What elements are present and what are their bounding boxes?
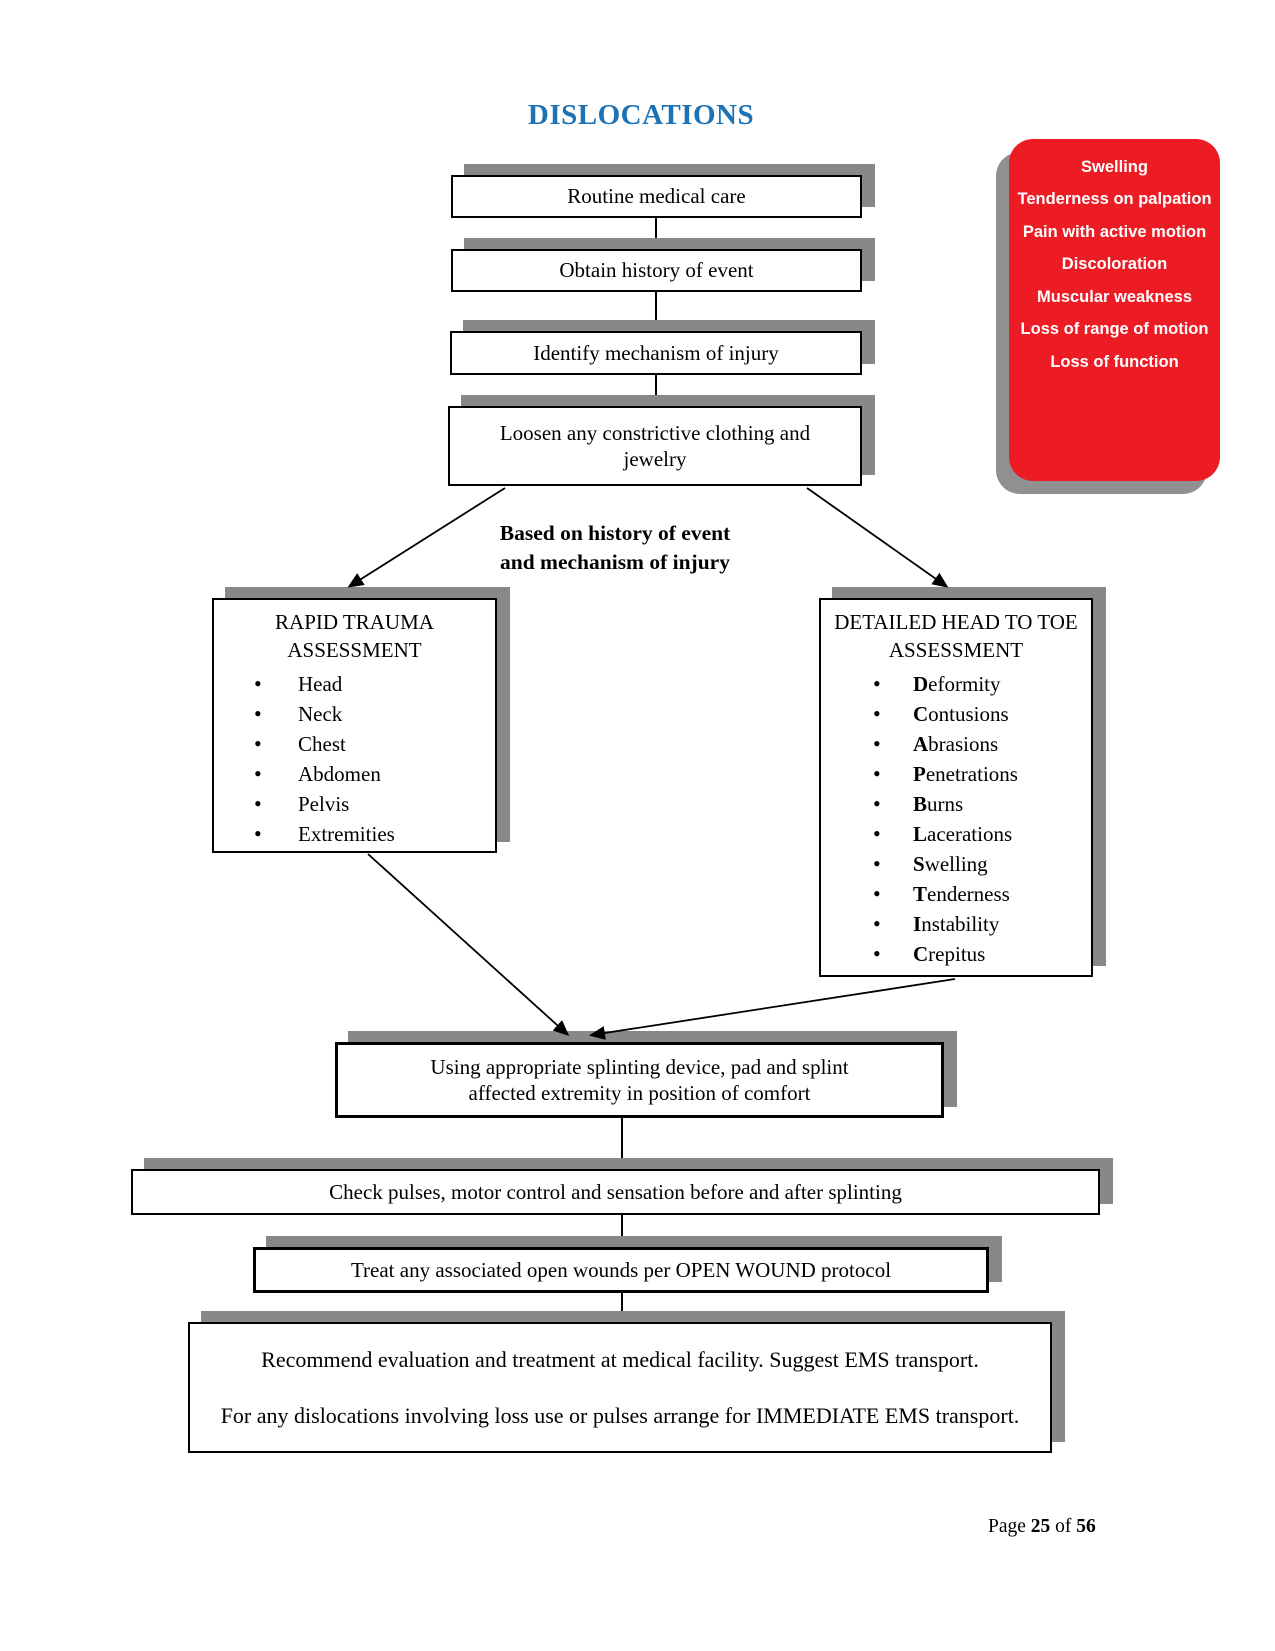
flow-step-identify-mechanism xyxy=(450,331,862,375)
rapid-trauma-assessment-box xyxy=(212,598,497,853)
branch-note-line: Based on history of event xyxy=(499,521,731,545)
flow-step-label: Loosen any constrictive clothing and jewelry xyxy=(499,420,811,471)
sign-item: Pain with active motion xyxy=(1022,222,1207,241)
bullet-icon xyxy=(873,819,913,849)
flow-step-label: Check pulses, motor control and sensation before and after splinting xyxy=(329,1179,902,1204)
flow-step-label: Identify mechanism of injury xyxy=(533,340,779,365)
list-item xyxy=(873,789,1091,819)
head-to-toe-assessment-box xyxy=(819,598,1093,977)
flow-step-loosen-clothing xyxy=(448,406,862,486)
list-item xyxy=(254,669,495,699)
list-item-label xyxy=(913,730,998,759)
sign-item: Muscular weakness xyxy=(1037,287,1192,306)
bullet-icon xyxy=(873,789,913,819)
flow-step-splinting xyxy=(335,1042,944,1118)
list-item xyxy=(873,669,1091,699)
list-item xyxy=(873,939,1091,969)
rapid-trauma-title: RAPID TRAUMA ASSESSMENT xyxy=(275,610,434,662)
bullet-icon xyxy=(873,669,913,699)
flow-step-label: Using appropriate splinting device, pad and splint xyxy=(430,1054,849,1079)
sign-item: Discoloration xyxy=(1061,255,1168,274)
head-to-toe-title: DETAILED HEAD TO TOE ASSESSMENT xyxy=(834,610,1078,662)
flow-step-open-wounds xyxy=(253,1247,989,1293)
flow-step-ems-transport xyxy=(188,1322,1052,1453)
bullet-icon xyxy=(873,759,913,789)
arrow-detailed-to-splint xyxy=(592,979,955,1035)
branch-condition-note xyxy=(440,519,790,577)
list-item xyxy=(873,879,1091,909)
head-to-toe-list xyxy=(821,669,1091,969)
bullet-icon xyxy=(254,729,298,759)
rapid-trauma-list xyxy=(214,669,495,849)
lead-letter: C xyxy=(913,941,929,966)
lead-letter: P xyxy=(913,761,926,786)
list-item xyxy=(873,699,1091,729)
list-item xyxy=(873,759,1091,789)
footer-page-total: 56 xyxy=(1076,1516,1096,1537)
list-item-label: Chest xyxy=(298,731,346,756)
sign-item: Swelling xyxy=(1081,158,1148,176)
footer-label: Page xyxy=(988,1516,1031,1537)
rest-text: eformity xyxy=(928,671,1001,696)
rest-text: nstability xyxy=(921,911,1000,936)
rest-text: enderness xyxy=(927,881,1010,906)
bullet-icon xyxy=(873,909,913,939)
list-item-label: Extremities xyxy=(298,821,395,846)
lead-letter: T xyxy=(913,881,928,906)
list-item xyxy=(873,819,1091,849)
list-item-label xyxy=(913,940,985,969)
bullet-icon xyxy=(873,849,913,879)
transport-paragraph: For any dislocations involving loss use or pulses arrange for IMMEDIATE EMS transport. xyxy=(220,1403,1020,1428)
flow-step-obtain-history xyxy=(451,249,862,292)
list-item xyxy=(254,759,495,789)
page-title: DISLOCATIONS xyxy=(527,99,755,131)
lead-letter: B xyxy=(913,791,928,816)
rest-text: welling xyxy=(924,851,988,876)
list-item-label xyxy=(913,910,999,939)
rest-text: ontusions xyxy=(928,701,1009,726)
bullet-icon xyxy=(873,879,913,909)
list-item-label xyxy=(913,760,1018,789)
rest-text: brasions xyxy=(928,731,999,756)
lead-letter: A xyxy=(913,731,929,756)
bullet-icon xyxy=(873,699,913,729)
page-number xyxy=(988,1516,1096,1538)
list-item-label: Head xyxy=(298,671,343,696)
arrow-rapid-to-splint xyxy=(368,854,567,1034)
flow-step-label: Treat any associated open wounds per OPEN WOUND protocol xyxy=(350,1257,892,1282)
flow-step-label: Routine medical care xyxy=(567,184,746,209)
rest-text: acerations xyxy=(927,821,1013,846)
footer-of: of xyxy=(1050,1516,1077,1537)
list-item-label xyxy=(913,670,1000,699)
rest-text: urns xyxy=(927,791,964,816)
list-item-label xyxy=(913,880,1010,909)
bullet-icon xyxy=(254,759,298,789)
lead-letter: D xyxy=(913,671,929,696)
list-item xyxy=(873,909,1091,939)
list-item-label xyxy=(913,790,963,819)
list-item-label: Pelvis xyxy=(298,791,350,816)
list-item-label: Neck xyxy=(298,701,343,726)
list-item xyxy=(873,729,1091,759)
sign-item: Tenderness on palpation xyxy=(1017,190,1212,209)
rest-text: enetrations xyxy=(925,761,1018,786)
list-item-label xyxy=(913,700,1009,729)
flow-step-check-pulses xyxy=(131,1169,1100,1215)
bullet-icon xyxy=(254,789,298,819)
rest-text: repitus xyxy=(928,941,986,966)
bullet-icon xyxy=(873,939,913,969)
lead-letter: S xyxy=(913,851,925,876)
bullet-icon xyxy=(254,669,298,699)
transport-paragraph: Recommend evaluation and treatment at medical facility. Suggest EMS transport. xyxy=(261,1346,979,1372)
list-item-label xyxy=(913,820,1012,849)
list-item-label xyxy=(913,850,988,879)
branch-note-line: and mechanism of injury xyxy=(500,550,730,575)
footer-page-current: 25 xyxy=(1030,1516,1051,1537)
signs-symptoms-panel xyxy=(1009,139,1220,481)
flow-step-label: Obtain history of event xyxy=(559,258,754,283)
arrow-to-head-to-toe xyxy=(807,488,946,586)
sign-item: Loss of function xyxy=(1050,352,1179,371)
lead-letter: C xyxy=(913,701,929,726)
flow-step-routine-care xyxy=(451,175,862,218)
list-item xyxy=(254,789,495,819)
list-item xyxy=(254,699,495,729)
lead-letter: L xyxy=(913,821,928,846)
sign-item: Loss of range of motion xyxy=(1020,320,1209,339)
list-item xyxy=(254,819,495,849)
lead-letter: I xyxy=(913,911,922,936)
list-item-label: Abdomen xyxy=(298,761,381,786)
flow-step-label: affected extremity in position of comfort xyxy=(468,1081,811,1105)
bullet-icon xyxy=(254,699,298,729)
list-item xyxy=(873,849,1091,879)
bullet-icon xyxy=(873,729,913,759)
bullet-icon xyxy=(254,819,298,849)
list-item xyxy=(254,729,495,759)
